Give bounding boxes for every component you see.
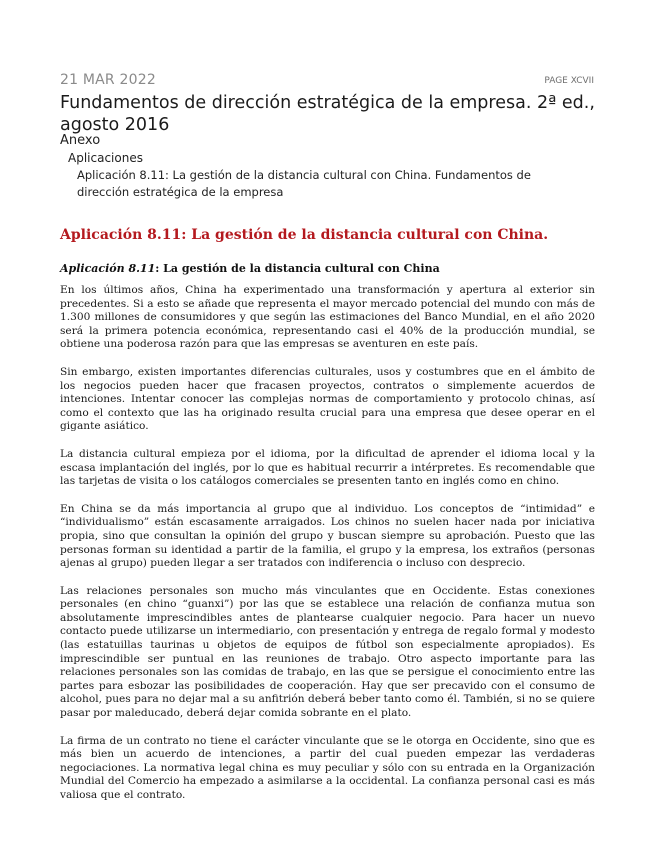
paragraph: La distancia cultural empieza por el idioma, por la dificultad de aprender el idioma local y la escasa implantación del inglés, por lo que es habitual recurrir a intérpretes. Es recomendable que las tarjetas de visita o los catálogos comerciales se presenten tanto en inglés como en chino.	[60, 447, 595, 488]
paragraph: En los últimos años, China ha experimentado una transformación y apertura al exterior sin precedentes. Si a esto se añade que representa el mayor mercado potencial del mundo con más de 1.300 millones de consumidores y que según las estimaciones del Banco Mundial, en el año 2020 será la primera potencia económica, representando casi el 40% de la producción mundial, se obtiene una poderosa razón para que las empresas se aventuren en este país.	[60, 284, 595, 351]
breadcrumb-level-3[interactable]: Aplicación 8.11: La gestión de la distancia cultural con China. Fundamentos de dirección estratégica de la empresa	[77, 168, 531, 199]
paragraph: En China se da más importancia al grupo que al individuo. Los conceptos de “intimidad” e “individualismo” están escasamente arraigados. Los chinos no suelen hacer nada por iniciativa propia, sino que consultan la opinión del grupo y buscan siempre su aprobación. Puesto que las personas forman su identidad a partir de la familia, el grupo y la empresa, los extraños (personas ajenas al grupo) pueden llegar a ser tratados con indiferencia o incluso con desprecio.	[60, 502, 595, 570]
body-text	[60, 284, 595, 817]
print-date: 21 MAR 2022	[60, 72, 156, 88]
paragraph: La firma de un contrato no tiene el carácter vinculante que se le otorga en Occidente, sino que es más bien un acuerdo de intenciones, a partir del cual pueden empezar las verdaderas negociaciones. La normativa legal china es muy peculiar y sólo con su entrada en la Organización Mundial del Comercio ha empezado a asimilarse a la occidental. La confianza personal casi es más valiosa que el contrato.	[60, 734, 595, 801]
document-title: Fundamentos de dirección estratégica de la empresa. 2ª ed., agosto 2016	[60, 93, 595, 135]
subtitle-prefix: Aplicación 8.11	[60, 262, 156, 275]
breadcrumb-level-1[interactable]: Anexo	[60, 133, 101, 148]
section-subtitle	[60, 262, 440, 275]
page-number: PAGE XCVII	[544, 76, 594, 86]
section-title: Aplicación 8.11: La gestión de la distancia cultural con China.	[60, 227, 549, 243]
paragraph: Sin embargo, existen importantes diferencias culturales, usos y costumbres que en el ámbito de los negocios pueden hacer que fracasen proyectos, contratos o simplemente acuerdos de intenciones. Intentar conocer las complejas normas de comportamiento y protocolo chinas, así como el contexto que las ha originado resulta crucial para una empresa que desee operar en el gigante asiático.	[60, 365, 595, 433]
breadcrumb-level-2[interactable]: Aplicaciones	[68, 151, 143, 165]
paragraph: Las relaciones personales son mucho más vinculantes que en Occidente. Estas conexiones personales (en chino “guanxi”) por las que se establece una relación de confianza mutua son absolutamente imprescindibles antes de plantearse cualquier negocio. Para hacer un nuevo contacto puede utilizarse un intermediario, con presentación y entrega de regalo formal y modesto (las estatuillas taurinas u objetos de equipos de fútbol son especialmente apropiados). Es imprescindible ser puntual en las reuniones de trabajo. Otro aspecto importante para las relaciones personales son las comidas de trabajo, en las que se persigue el conocimiento entre las partes para esbozar las posibilidades de cooperación. Hay que ser precavido con el consumo de alcohol, pues para no dejar mal a su anfitrión deberá beber tanto como él. También, si no se quiere pasar por maleducado, deberá dejar comida sobrante en el plato.	[60, 584, 595, 720]
subtitle-rest: : La gestión de la distancia cultural con China	[155, 262, 440, 275]
